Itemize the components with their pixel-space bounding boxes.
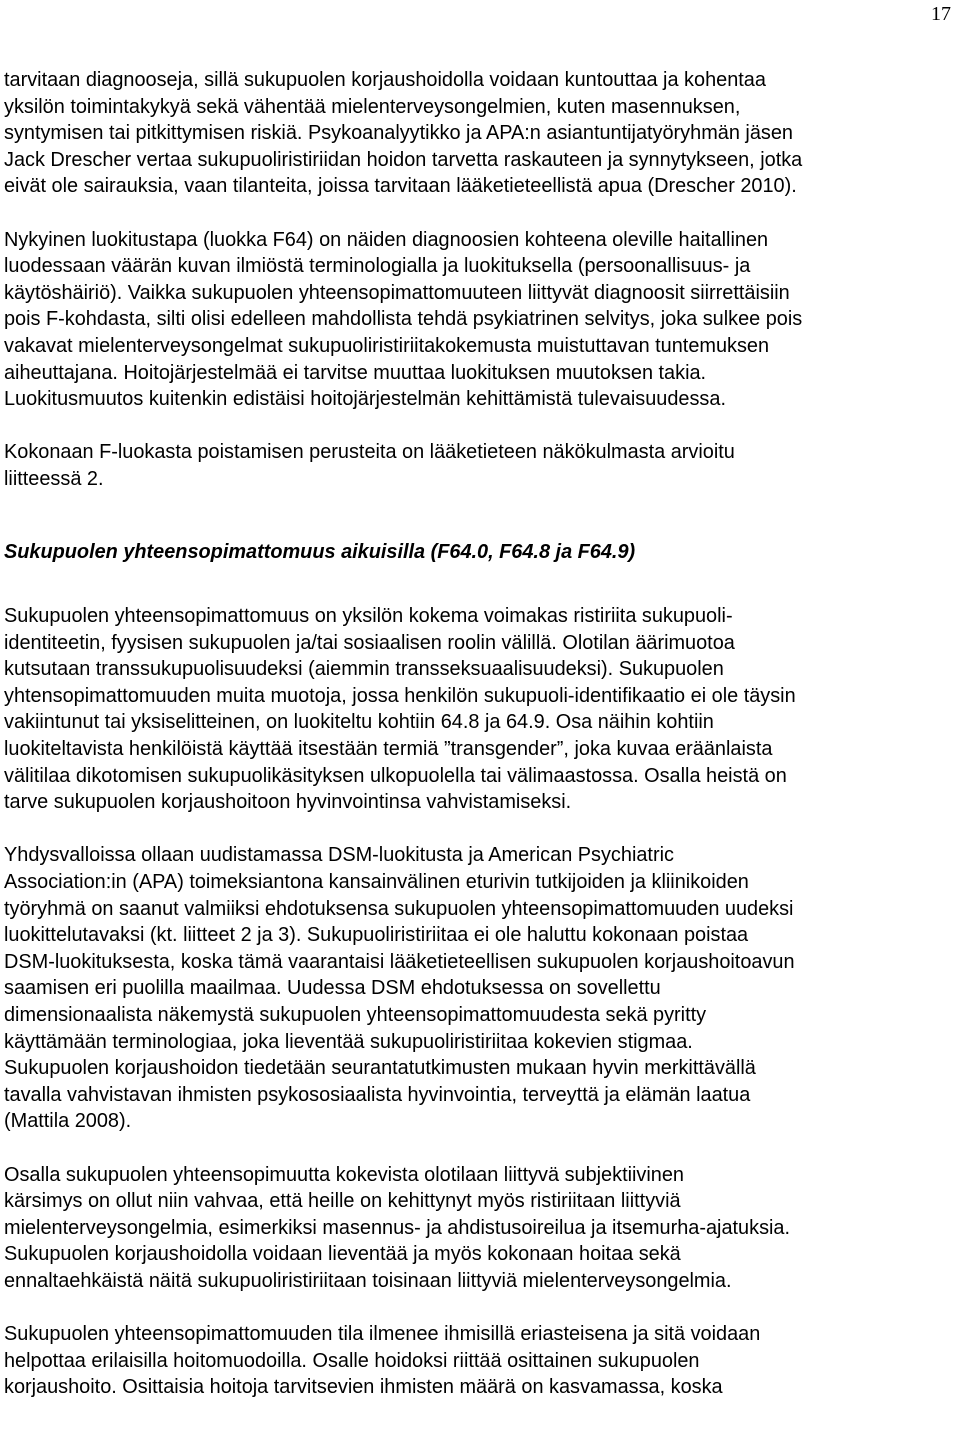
- paragraph-4: Sukupuolen yhteensopimattomuus on yksilön kokema voimakas ristiriita sukupuoli- identiteetin, fyysisen sukupuolen ja/tai sosiaalisen roolin välillä. Olotilan äärimuotoa kutsutaan transsukupuolisuudeksi (aiemmin transseksuaalisuudeksi). Sukupuolen yhtensopimattomuuden muita muotoja, jossa henkilön sukupuoli-identifikaatio ei ole täysin vakiintunut tai yksiselitteinen, on luokiteltu kohtiin 64.8 ja 64.9. Osa näihin kohtiin luokiteltavista henkilöistä käyttää itsestään termiä ”transgender”, joka kuvaa eräänlaista välitilaa dikotomisen sukupuolikäsityksen ulkopuolella tai välimaastossa. Osalla heistä on tarve sukupuolen korjaushoitoon hyvinvointinsa vahvistamiseksi.: [4, 605, 796, 814]
- paragraph-3: Kokonaan F-luokasta poistamisen perusteita on lääketieteen näkökulmasta arvioitu liitteessä 2.: [4, 441, 735, 490]
- page-number: 17: [931, 3, 951, 25]
- paragraph-7: Sukupuolen yhteensopimattomuuden tila ilmenee ihmisillä eriasteisena ja sitä voidaan helpottaa erilaisilla hoitomuodoilla. Osalle hoidoksi riittää osittainen sukupuolen korjaushoito. Osittaisia hoitoja tarvitsevien ihmisten määrä on kasvamassa, koska: [4, 1323, 761, 1399]
- section-heading: Sukupuolen yhteensopimattomuus aikuisilla (F64.0, F64.8 ja F64.9): [4, 540, 636, 563]
- paragraph-1: tarvitaan diagnooseja, sillä sukupuolen korjaushoidolla voidaan kuntouttaa ja kohentaa yksilön toimintakykyä sekä vähentää mielenterveysongelmien, kuten masennuksen, syntymisen tai pitkittymisen riskiä. Psykoanalyytikko ja APA:n asiantuntijatyöryhmän jäsen Jack Drescher vertaa sukupuoliristiriidan hoidon tarvetta raskauteen ja synnytykseen, jotka eivät ole sairauksia, vaan tilanteita, joissa tarvitaan lääketieteellistä apua (Drescher 2010).: [4, 69, 803, 198]
- paragraph-5: Yhdysvalloissa ollaan uudistamassa DSM-luokitusta ja American Psychiatric Association:in (APA) toimeksiantona kansainvälinen eturivin tutkijoiden ja kliinikoiden työryhmä on saanut valmiiksi ehdotuksensa sukupuolen yhteensopimattomuuden uudeksi luokittelutavaksi (kt. liitteet 2 ja 3). Sukupuoliristiriitaa ei ole haluttu kokonaan poistaa DSM-luokituksesta, koska tämä vaarantaisi lääketieteellisen sukupuolen korjaushoitoavun saamisen eri puolilla maailmaa. Uudessa DSM ehdotuksessa on sovellettu dimensionaalista näkemystä sukupuolen yhteensopimattomuudesta sekä pyritty käyttämään terminologiaa, joka lieventää sukupuoliristiriitaa kokevien stigmaa. Sukupuolen korjaushoidon tiedetään seurantatutkimusten mukaan hyvin merkittävällä tavalla vahvistavan ihmisten psykososiaalista hyvinvointia, terveyttä ja elämän laatua (Mattila 2008).: [4, 844, 795, 1133]
- document-body: [4, 67, 959, 1401]
- paragraph-6: Osalla sukupuolen yhteensopimuutta kokevista olotilaan liittyvä subjektiivinen kärsimys on ollut niin vahvaa, että heille on kehittynyt myös ristiriitaan liittyviä mielenterveysongelmia, esimerkiksi masennus- ja ahdistusoireilua ja itsemurha-ajatuksia. Sukupuolen korjaushoidolla voidaan lieventää ja myös kokonaan hoitaa sekä ennaltaehkäistä näitä sukupuoliristiriitaan toisinaan liittyviä mielenterveysongelmia.: [4, 1163, 791, 1292]
- paragraph-2: Nykyinen luokitustapa (luokka F64) on näiden diagnoosien kohteena oleville haitallinen luodessaan väärän kuvan ilmiöstä terminologialla ja luokituksella (persoonallisuus- ja käytöshäiriö). Vaikka sukupuolen yhteensopimattomuuteen liittyvät diagnoosit siirrettäisiin pois F-kohdasta, silti olisi edelleen mahdollista tehdä psykiatrinen selvitys, joka sulkee pois vakavat mielenterveysongelmat sukupuoliristiriitakokemusta muistuttavan tuntemuksen aiheuttajana. Hoitojärjestelmää ei tarvitse muuttaa luokituksen muutoksen takia. Luokitusmuutos kuitenkin edistäisi hoitojärjestelmän kehittämistä tulevaisuudessa.: [4, 228, 803, 411]
